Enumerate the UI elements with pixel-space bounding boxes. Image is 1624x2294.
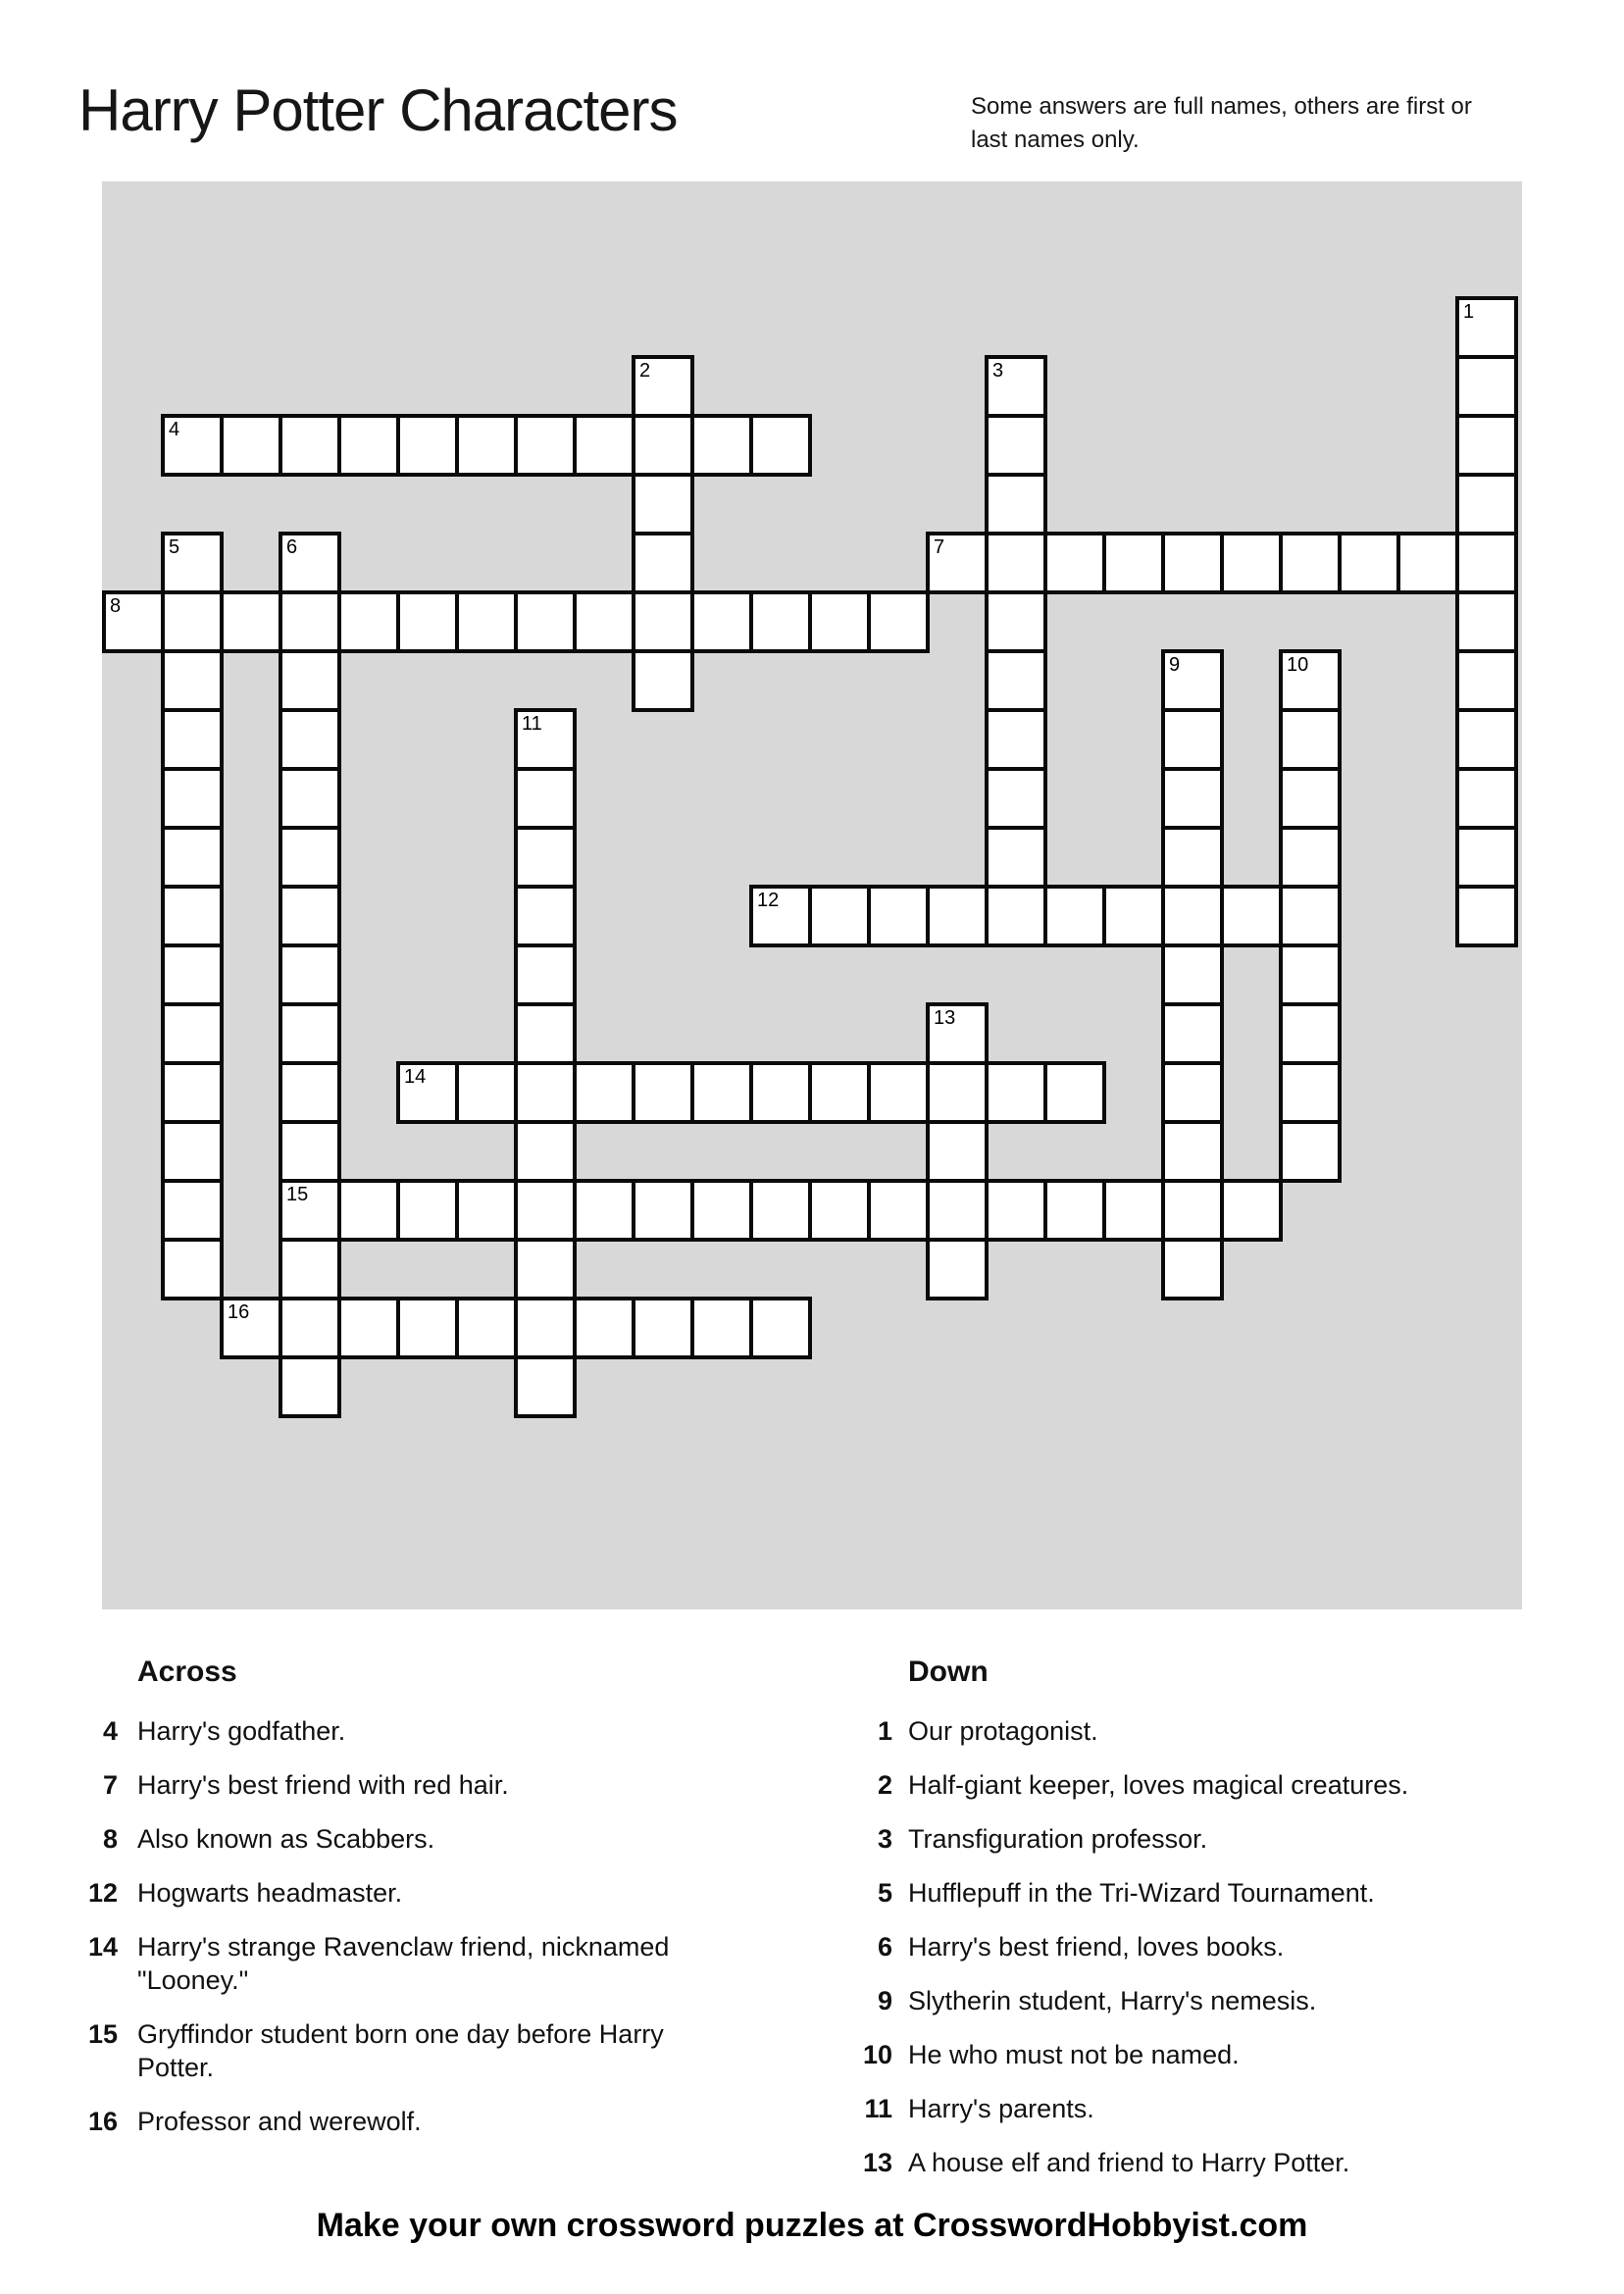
grid-cell[interactable] xyxy=(573,1297,635,1359)
grid-cell[interactable] xyxy=(1043,1061,1106,1124)
grid-cell[interactable] xyxy=(926,1002,989,1065)
clue-row xyxy=(830,1768,1497,1802)
grid-cell[interactable] xyxy=(985,767,1047,830)
grid-cell[interactable] xyxy=(279,590,341,653)
grid-cell[interactable] xyxy=(1161,943,1224,1006)
grid-cell[interactable] xyxy=(514,943,577,1006)
grid-cell[interactable] xyxy=(279,1238,341,1300)
cell-number: 15 xyxy=(286,1184,309,1205)
grid-cell[interactable] xyxy=(396,590,459,653)
grid-cell[interactable] xyxy=(808,1061,871,1124)
cell-number: 4 xyxy=(169,419,180,440)
grid-cell[interactable] xyxy=(1161,708,1224,771)
grid-cell[interactable] xyxy=(161,767,224,830)
grid-cell[interactable] xyxy=(632,1179,694,1242)
cell-number: 14 xyxy=(404,1066,427,1088)
grid-cell[interactable] xyxy=(1161,1238,1224,1300)
clue-row xyxy=(63,1930,710,1997)
grid-cell[interactable] xyxy=(926,1179,989,1242)
grid-cell[interactable] xyxy=(690,590,753,653)
grid-cell[interactable] xyxy=(632,414,694,477)
grid-cell[interactable] xyxy=(1220,885,1283,947)
grid-cell[interactable] xyxy=(514,414,577,477)
grid-cell[interactable] xyxy=(220,1297,282,1359)
clue-number: 5 xyxy=(877,1878,892,1908)
grid-cell[interactable] xyxy=(867,1179,930,1242)
cell-number: 10 xyxy=(1287,654,1309,676)
down-clue-list xyxy=(830,1714,1497,2200)
grid-cell[interactable] xyxy=(396,1179,459,1242)
grid-cell[interactable] xyxy=(279,1002,341,1065)
subtitle-note xyxy=(971,90,1540,157)
grid-cell[interactable] xyxy=(161,414,224,477)
grid-cell[interactable] xyxy=(161,1179,224,1242)
across-heading: Across xyxy=(137,1656,237,1688)
grid-cell[interactable] xyxy=(926,532,989,594)
grid-cell[interactable] xyxy=(161,708,224,771)
clue-text: Half-giant keeper, loves magical creatures. xyxy=(908,1770,1409,1800)
grid-cell[interactable] xyxy=(1455,532,1518,594)
grid-cell[interactable] xyxy=(1279,885,1342,947)
grid-cell[interactable] xyxy=(926,1238,989,1300)
down-heading: Down xyxy=(908,1656,989,1688)
grid-cell[interactable] xyxy=(455,414,518,477)
clue-row xyxy=(830,1876,1497,1910)
grid-cell[interactable] xyxy=(279,1179,341,1242)
grid-cell[interactable] xyxy=(632,473,694,535)
cell-number: 5 xyxy=(169,536,180,558)
grid-cell[interactable] xyxy=(1043,885,1106,947)
note-line: Some answers are full names, others are first or xyxy=(971,93,1472,120)
grid-cell[interactable] xyxy=(279,826,341,889)
grid-cell[interactable] xyxy=(632,355,694,418)
grid-cell[interactable] xyxy=(220,590,282,653)
clue-text: He who must not be named. xyxy=(908,2040,1240,2069)
clue-text: Hufflepuff in the Tri-Wizard Tournament. xyxy=(908,1878,1375,1908)
grid-cell[interactable] xyxy=(1279,649,1342,712)
grid-cell[interactable] xyxy=(632,590,694,653)
grid-cell[interactable] xyxy=(1455,296,1518,359)
grid-cell[interactable] xyxy=(161,649,224,712)
grid-cell[interactable] xyxy=(632,649,694,712)
grid-cell[interactable] xyxy=(1161,649,1224,712)
grid-cell[interactable] xyxy=(514,1002,577,1065)
grid-cell[interactable] xyxy=(1455,355,1518,418)
grid-cell[interactable] xyxy=(1161,885,1224,947)
grid-cell[interactable] xyxy=(985,532,1047,594)
grid-cell[interactable] xyxy=(514,708,577,771)
grid-cell[interactable] xyxy=(867,885,930,947)
grid-cell[interactable] xyxy=(279,532,341,594)
grid-cell[interactable] xyxy=(690,1297,753,1359)
grid-cell[interactable] xyxy=(220,414,282,477)
grid-cell[interactable] xyxy=(161,943,224,1006)
grid-cell[interactable] xyxy=(1279,767,1342,830)
grid-cell[interactable] xyxy=(926,885,989,947)
grid-cell[interactable] xyxy=(396,1061,459,1124)
grid-cell[interactable] xyxy=(749,414,812,477)
grid-cell[interactable] xyxy=(926,1061,989,1124)
grid-cell[interactable] xyxy=(985,355,1047,418)
grid-cell[interactable] xyxy=(1455,885,1518,947)
grid-cell[interactable] xyxy=(1279,1120,1342,1183)
grid-cell[interactable] xyxy=(514,1061,577,1124)
clue-number: 1 xyxy=(877,1716,892,1746)
grid-cell[interactable] xyxy=(985,414,1047,477)
page-title: Harry Potter Characters xyxy=(78,77,678,143)
grid-cell[interactable] xyxy=(632,1061,694,1124)
grid-cell[interactable] xyxy=(1043,1179,1106,1242)
grid-cell[interactable] xyxy=(808,1179,871,1242)
cell-number: 8 xyxy=(110,595,122,617)
clue-number: 12 xyxy=(87,1878,118,1908)
clue-row xyxy=(63,2105,710,2138)
grid-cell[interactable] xyxy=(279,414,341,477)
grid-cell[interactable] xyxy=(279,943,341,1006)
grid-cell[interactable] xyxy=(808,590,871,653)
clue-row xyxy=(63,1714,710,1748)
grid-cell[interactable] xyxy=(1102,885,1165,947)
cell-number: 3 xyxy=(992,360,1004,382)
grid-cell[interactable] xyxy=(514,767,577,830)
clue-number: 2 xyxy=(877,1770,892,1800)
grid-cell[interactable] xyxy=(455,1061,518,1124)
grid-cell[interactable] xyxy=(573,590,635,653)
clue-row xyxy=(830,1984,1497,2017)
footer-text: Make your own crossword puzzles at CrosswordHobbyist.com xyxy=(316,2207,1308,2244)
grid-cell[interactable] xyxy=(1455,767,1518,830)
clue-number: 11 xyxy=(864,2094,892,2123)
grid-cell[interactable] xyxy=(573,414,635,477)
grid-cell[interactable] xyxy=(1279,1002,1342,1065)
grid-cell[interactable] xyxy=(985,590,1047,653)
grid-cell[interactable] xyxy=(1279,532,1342,594)
grid-cell[interactable] xyxy=(985,1061,1047,1124)
clue-number: 9 xyxy=(877,1986,892,2015)
grid-cell[interactable] xyxy=(985,1179,1047,1242)
cell-number: 7 xyxy=(934,536,945,558)
grid-cell[interactable] xyxy=(337,590,400,653)
clue-number: 14 xyxy=(87,1932,118,1962)
grid-cell[interactable] xyxy=(1220,1179,1283,1242)
grid-cell[interactable] xyxy=(455,590,518,653)
clue-text: Harry's best friend with red hair. xyxy=(137,1770,509,1800)
grid-cell[interactable] xyxy=(1455,473,1518,535)
grid-cell[interactable] xyxy=(985,885,1047,947)
grid-cell[interactable] xyxy=(279,885,341,947)
clue-row xyxy=(63,1768,710,1802)
grid-cell[interactable] xyxy=(1396,532,1459,594)
clue-text: Harry's strange Ravenclaw friend, nicknamed "Looney." xyxy=(137,1932,670,1995)
grid-cell[interactable] xyxy=(1455,826,1518,889)
grid-cell[interactable] xyxy=(926,1120,989,1183)
grid-cell[interactable] xyxy=(632,1297,694,1359)
grid-cell[interactable] xyxy=(514,1179,577,1242)
grid-cell[interactable] xyxy=(279,649,341,712)
grid-cell[interactable] xyxy=(573,1179,635,1242)
grid-cell[interactable] xyxy=(337,1179,400,1242)
grid-cell[interactable] xyxy=(279,708,341,771)
grid-cell[interactable] xyxy=(749,1061,812,1124)
clue-row xyxy=(830,2146,1497,2179)
grid-cell[interactable] xyxy=(1161,826,1224,889)
clue-number: 4 xyxy=(102,1716,118,1746)
grid-cell[interactable] xyxy=(749,1297,812,1359)
clue-text: Transfiguration professor. xyxy=(908,1824,1208,1854)
grid-cell[interactable] xyxy=(161,1120,224,1183)
grid-cell[interactable] xyxy=(161,532,224,594)
grid-cell[interactable] xyxy=(396,1297,459,1359)
puzzle-canvas xyxy=(102,181,1522,1609)
clue-row xyxy=(63,2017,710,2084)
grid-cell[interactable] xyxy=(514,826,577,889)
grid-cell[interactable] xyxy=(102,590,165,653)
grid-cell[interactable] xyxy=(455,1179,518,1242)
grid-cell[interactable] xyxy=(161,1002,224,1065)
clue-text: Hogwarts headmaster. xyxy=(137,1878,403,1908)
grid-cell[interactable] xyxy=(514,590,577,653)
grid-cell[interactable] xyxy=(1102,1179,1165,1242)
clue-number: 7 xyxy=(102,1770,118,1800)
clue-number: 6 xyxy=(877,1932,892,1962)
grid-cell[interactable] xyxy=(1279,708,1342,771)
grid-cell[interactable] xyxy=(455,1297,518,1359)
grid-cell[interactable] xyxy=(749,590,812,653)
cell-number: 1 xyxy=(1463,301,1475,323)
clue-text: Also known as Scabbers. xyxy=(137,1824,435,1854)
grid-cell[interactable] xyxy=(749,885,812,947)
clue-text: Slytherin student, Harry's nemesis. xyxy=(908,1986,1317,2015)
grid-cell[interactable] xyxy=(749,1179,812,1242)
grid-cell[interactable] xyxy=(1455,414,1518,477)
grid-cell[interactable] xyxy=(1161,1002,1224,1065)
clue-number: 13 xyxy=(862,2148,892,2177)
cell-number: 16 xyxy=(228,1301,250,1323)
grid-cell[interactable] xyxy=(337,414,400,477)
clue-number: 15 xyxy=(87,2019,118,2049)
grid-cell[interactable] xyxy=(985,826,1047,889)
grid-cell[interactable] xyxy=(985,649,1047,712)
grid-cell[interactable] xyxy=(867,1061,930,1124)
grid-cell[interactable] xyxy=(514,1297,577,1359)
grid-cell[interactable] xyxy=(161,1061,224,1124)
clue-text: Harry's parents. xyxy=(908,2094,1094,2123)
grid-cell[interactable] xyxy=(1161,1120,1224,1183)
grid-cell[interactable] xyxy=(985,473,1047,535)
clue-row xyxy=(63,1876,710,1910)
grid-cell[interactable] xyxy=(632,532,694,594)
clue-text: Our protagonist. xyxy=(908,1716,1098,1746)
cell-number: 12 xyxy=(757,890,780,911)
grid-cell[interactable] xyxy=(514,885,577,947)
cell-number: 9 xyxy=(1169,654,1181,676)
grid-cell[interactable] xyxy=(1279,1061,1342,1124)
clue-text: Harry's best friend, loves books. xyxy=(908,1932,1285,1962)
clue-text: Professor and werewolf. xyxy=(137,2107,422,2136)
grid-cell[interactable] xyxy=(808,885,871,947)
note-line: last names only. xyxy=(971,127,1140,153)
grid-cell[interactable] xyxy=(1455,649,1518,712)
grid-cell[interactable] xyxy=(1161,1061,1224,1124)
grid-cell[interactable] xyxy=(1338,532,1400,594)
grid-cell[interactable] xyxy=(279,1297,341,1359)
clue-number: 10 xyxy=(862,2040,892,2069)
grid-cell[interactable] xyxy=(1161,532,1224,594)
grid-cell[interactable] xyxy=(1043,532,1106,594)
cell-number: 13 xyxy=(934,1007,956,1029)
grid-cell[interactable] xyxy=(1279,826,1342,889)
grid-cell[interactable] xyxy=(1455,590,1518,653)
grid-cell[interactable] xyxy=(1161,1179,1224,1242)
grid-cell[interactable] xyxy=(279,1061,341,1124)
cell-number: 11 xyxy=(522,713,542,735)
grid-cell[interactable] xyxy=(279,767,341,830)
clue-text: Harry's godfather. xyxy=(137,1716,346,1746)
cell-number: 2 xyxy=(639,360,651,382)
grid-cell[interactable] xyxy=(161,885,224,947)
grid-cell[interactable] xyxy=(161,590,224,653)
grid-cell[interactable] xyxy=(161,1238,224,1300)
grid-cell[interactable] xyxy=(867,590,930,653)
clue-row xyxy=(830,1930,1497,1963)
clue-number: 3 xyxy=(877,1824,892,1854)
clue-text: A house elf and friend to Harry Potter. xyxy=(908,2148,1350,2177)
clue-number: 8 xyxy=(102,1824,118,1854)
cell-number: 6 xyxy=(286,536,298,558)
grid-cell[interactable] xyxy=(1220,532,1283,594)
across-clue-list xyxy=(63,1714,710,2159)
grid-cell[interactable] xyxy=(1279,943,1342,1006)
grid-cell[interactable] xyxy=(337,1297,400,1359)
grid-cell[interactable] xyxy=(985,708,1047,771)
clue-row xyxy=(830,1714,1497,1748)
grid-cell[interactable] xyxy=(514,1355,577,1418)
grid-cell[interactable] xyxy=(573,1061,635,1124)
clue-row xyxy=(830,2038,1497,2071)
grid-cell[interactable] xyxy=(161,826,224,889)
clue-text: Gryffindor student born one day before Harry Potter. xyxy=(137,2019,664,2082)
grid-cell[interactable] xyxy=(690,1061,753,1124)
grid-cell[interactable] xyxy=(396,414,459,477)
clue-row xyxy=(830,1822,1497,1856)
grid-cell[interactable] xyxy=(690,1179,753,1242)
grid-cell[interactable] xyxy=(279,1355,341,1418)
grid-cell[interactable] xyxy=(1161,767,1224,830)
clue-number: 16 xyxy=(87,2107,118,2136)
grid-cell[interactable] xyxy=(514,1120,577,1183)
grid-cell[interactable] xyxy=(1102,532,1165,594)
grid-cell[interactable] xyxy=(514,1238,577,1300)
grid-cell[interactable] xyxy=(279,1120,341,1183)
clue-row xyxy=(63,1822,710,1856)
clue-row xyxy=(830,2092,1497,2125)
grid-cell[interactable] xyxy=(690,414,753,477)
grid-cell[interactable] xyxy=(1455,708,1518,771)
